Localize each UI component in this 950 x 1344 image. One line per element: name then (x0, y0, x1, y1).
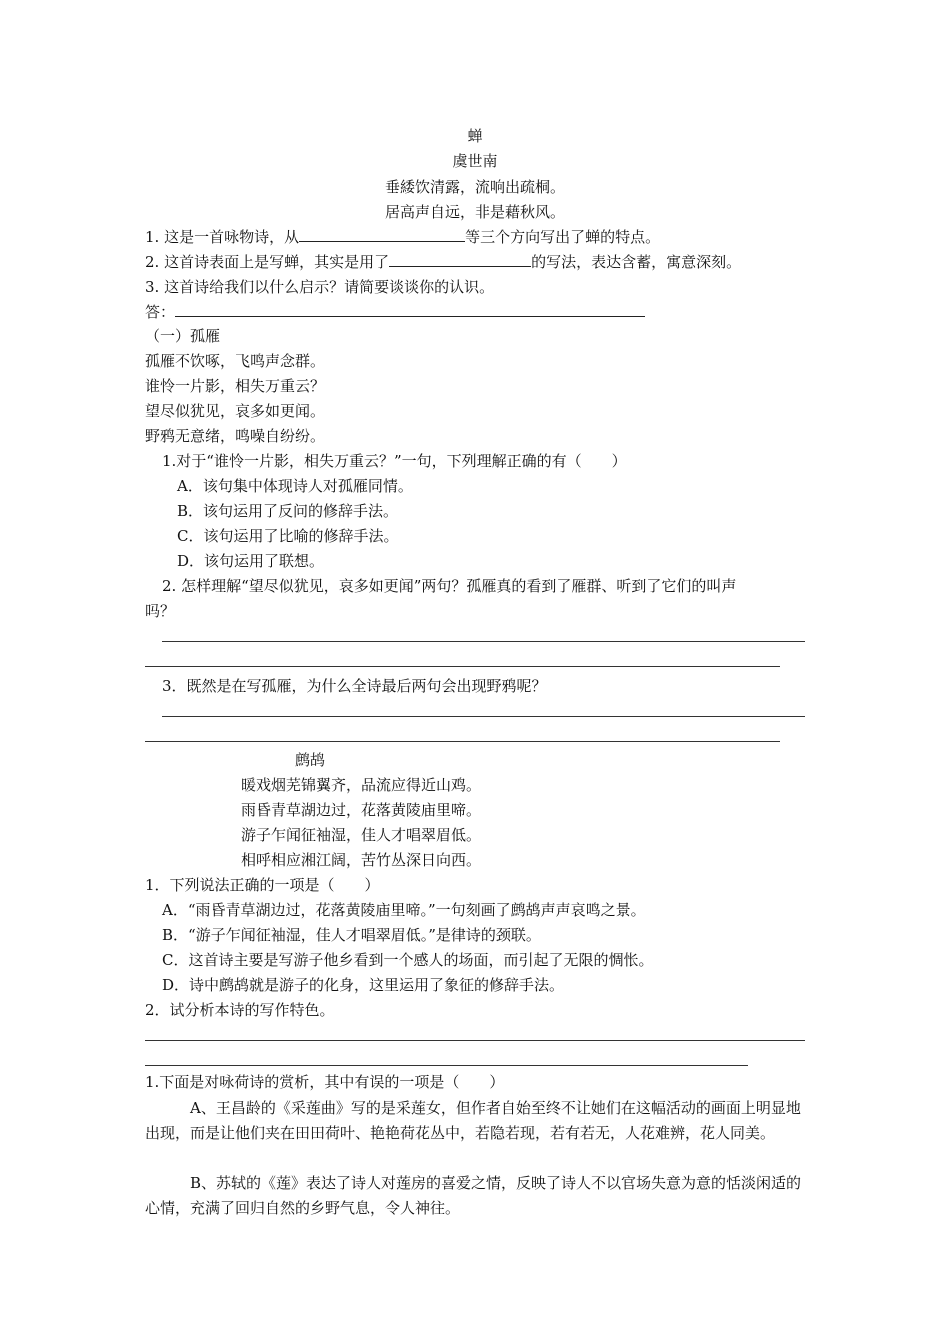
poem-line: 垂緌饮清露，流响出疏桐。 (384, 178, 565, 196)
question-2: 2．试分析本诗的写作特色。 (145, 1001, 335, 1019)
poem-line: 暖戏烟芜锦翼齐，品流应得近山鸡。 (241, 776, 482, 794)
poem-line: 野鸦无意绪，鸣噪自纷纷。 (145, 427, 326, 445)
option-d: D．诗中鹧鸪就是游子的化身，这里运用了象征的修辞手法。 (162, 976, 565, 994)
question-1: 1.对于“谁怜一片影，相失万重云？”一句，下列理解正确的有（ ） (162, 452, 627, 470)
question-1: 1.下面是对咏荷诗的赏析，其中有误的一项是（ ） (145, 1073, 505, 1091)
question-text: 的写法，表达含蓄，寓意深刻。 (531, 253, 742, 271)
poem-line: 谁怜一片影，相失万重云？ (145, 377, 326, 395)
poem-line: 居高声自远，非是藉秋风。 (384, 203, 565, 221)
option-a-paragraph: A、王昌龄的《采莲曲》写的是采莲女，但作者自始至终不让她们在这幅活动的画面上明显地出现，而是让他们夹在田田荷叶、艳艳荷花丛中，若隐若现，若有若无，人花难辨，花人同美。 (145, 1099, 801, 1142)
poem-line: 游子乍闻征袖湿，佳人才唱翠眉低。 (241, 826, 482, 844)
answer-rule[interactable] (162, 716, 805, 717)
question-text: 2. 这首诗表面上是写蝉，其实是用了 (145, 253, 390, 271)
option-d: D．该句运用了联想。 (177, 552, 325, 570)
answer-rule[interactable] (145, 666, 780, 667)
answer-rule[interactable] (162, 641, 805, 642)
poem-line: 雨昏青草湖边过，花落黄陵庙里啼。 (241, 801, 482, 819)
answer-rule[interactable] (145, 1040, 805, 1041)
question-2-cont: 吗？ (145, 602, 176, 620)
poem-line: 望尽似犹见，哀多如更闻。 (145, 402, 326, 420)
option-b-paragraph: B、苏轼的《莲》表达了诗人对莲房的喜爱之情，反映了诗人不以官场失意为意的恬淡闲适的心情，充满了回归自然的乡野气息，令人神往。 (145, 1174, 802, 1217)
question-1 (145, 227, 660, 247)
poem-line: 相呼相应湘江阔，苦竹丛深日向西。 (241, 851, 482, 869)
poem-author: 虞世南 (452, 152, 498, 170)
answer-blank[interactable] (389, 252, 531, 267)
option-c: C．该句运用了比喻的修辞手法。 (177, 527, 399, 545)
answer-label: 答： (145, 303, 176, 321)
answer-blank[interactable] (299, 227, 465, 242)
question-1: 1．下列说法正确的一项是（ ） (145, 876, 380, 894)
question-text: 1. 这是一首咏物诗，从 (145, 228, 300, 246)
question-2: 2. 怎样理解“望尽似犹见，哀多如更闻”两句？孤雁真的看到了雁群、听到了它们的叫声 (162, 577, 737, 595)
poem-title: 蝉 (467, 127, 483, 145)
question-2 (145, 252, 741, 272)
answer-rule[interactable] (145, 1065, 748, 1066)
poem-title: 鹧鸪 (295, 751, 326, 769)
option-b: B．“游子乍闻征袖湿，佳人才唱翠眉低。”是律诗的颈联。 (162, 926, 541, 944)
option-a: A．“雨昏青草湖边过，花落黄陵庙里啼。”一句刻画了鹧鸪声声哀鸣之景。 (162, 901, 646, 919)
question-text: 等三个方向写出了蝉的特点。 (465, 228, 661, 246)
option-a: A．该句集中体现诗人对孤雁同情。 (177, 477, 413, 495)
answer-blank[interactable] (175, 302, 645, 317)
answer-line (145, 302, 645, 322)
poem-line: 孤雁不饮啄，飞鸣声念群。 (145, 352, 326, 370)
question-3: 3．既然是在写孤雁，为什么全诗最后两句会出现野鸦呢？ (162, 677, 547, 695)
section-heading: （一）孤雁 (145, 327, 221, 345)
option-c: C．这首诗主要是写游子他乡看到一个感人的场面，而引起了无限的惆怅。 (162, 951, 654, 969)
question-3: 3. 这首诗给我们以什么启示？请简要谈谈你的认识。 (145, 278, 495, 296)
answer-rule[interactable] (145, 741, 780, 742)
option-b: B．该句运用了反问的修辞手法。 (177, 502, 399, 520)
